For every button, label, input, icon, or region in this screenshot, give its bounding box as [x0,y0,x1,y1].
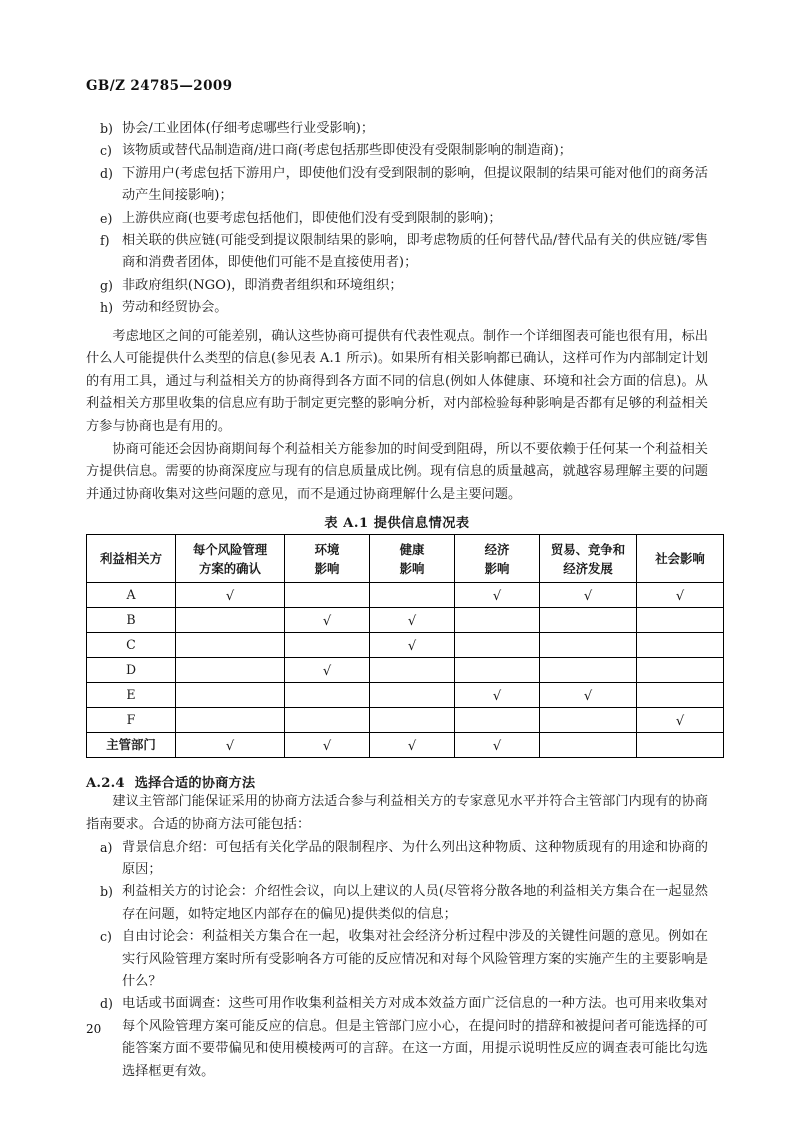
table-cell-checked [176,733,285,758]
list-item [86,208,708,230]
table-column-header [87,535,176,583]
table-row-label: B [87,608,176,633]
table-cell-checked [176,583,285,608]
table-cell-empty [637,658,724,683]
table-cell-empty [637,683,724,708]
table-cell-checked [370,633,455,658]
information-provision-table [86,534,724,758]
table-header-row [87,535,724,583]
list-item-marker: c) [100,143,112,159]
check-mark-icon: √ [675,589,685,605]
table-cell-checked [540,583,637,608]
check-mark-icon: √ [322,614,332,630]
running-head: GB/Z 24785—2009 [86,78,233,94]
list-item-marker: g) [100,277,113,293]
table-column-header-line: 利益相关方 [100,551,162,567]
table-row-label: A [87,583,176,608]
list-item-text: 非政府组织(NGO)，即消费者组织和环境组织； [122,277,403,293]
list-item-text: 自由讨论会：利益相关方集合在一起，收集对社会经济分析过程中涉及的关键性问题的意见。例如在实行风险管理方案时所有受影响各方可能的反应情况和对每个风险管理方案的实施产生的主要影响是什么？ [122,929,708,990]
list-item-text: 该物质或替代品制造商/进口商(考虑包括那些即使没有受限制影响的制造商)； [122,143,572,159]
table-cell-empty [370,708,455,733]
table-cell-empty [637,608,724,633]
table-column-header-line: 健康 [399,541,425,557]
list-item [86,881,708,926]
check-mark-icon: √ [225,739,235,755]
list-item [86,140,708,162]
table-row [87,608,724,633]
table-cell-empty [540,608,637,633]
table-cell-empty [637,733,724,758]
table-cell-empty [540,708,637,733]
table-cell-checked [370,733,455,758]
table-column-header-line: 社会影响 [655,551,705,567]
table-cell-checked [455,683,540,708]
section-heading [86,772,708,791]
check-mark-icon: √ [225,589,235,605]
table-body [87,583,724,758]
paragraph-consultation-coverage: 考虑地区之间的可能差别，确认这些协商可提供有代表性观点。制作一个详细图表可能也很有用，标出什么人可能提供什么类型的信息(参见表 A.1 所示)。如果所有相关影响都已确认，这样可作为内部制定计划的有用工具，通过与利益相关方的协商得到各方面不同的信息(例如人体健康、环境和社会方面的信息)。从利益相关方那里收集的信息应有助于制定更完整的影响分析，对内部检验每种影响是否都有足够的利益相关方参与协商也是有用的。 [86,328,708,435]
table-cell-checked [370,608,455,633]
table-column-header-line: 经济 [484,541,510,557]
table-cell-checked [285,658,370,683]
check-mark-icon: √ [322,664,332,680]
paragraph-consultation-depth: 协商可能还会因协商期间每个利益相关方能参加的时间受到阻碍，所以不要依赖于任何某一个利益相关方提供信息。需要的协商深度应与现有的信息质量成比例。现有信息的质量越高，就越容易理解主要的问题并通过协商收集对这些问题的意见，而不是通过协商理解什么是主要问题。 [86,441,708,502]
table-cell-checked [455,583,540,608]
table-column-header [637,535,724,583]
table-cell-checked [455,733,540,758]
check-mark-icon: √ [492,689,502,705]
table-cell-empty [176,658,285,683]
paragraph-consultation-methods: 建议主管部门能保证采用的协商方法适合参与利益相关方的专家意见水平并符合主管部门内现有的协商指南要求。合适的协商方法可能包括： [86,794,708,832]
table-column-header [176,535,285,583]
table-head [87,535,724,583]
check-mark-icon: √ [583,589,593,605]
list-item-marker: c) [100,929,112,945]
check-mark-icon: √ [407,639,417,655]
list-item [86,163,708,208]
table-row [87,733,724,758]
table-row-label: E [87,683,176,708]
check-mark-icon: √ [675,714,685,730]
table-cell-empty [455,608,540,633]
table-row [87,633,724,658]
table-cell-checked [540,683,637,708]
list-item-marker: b) [100,121,113,136]
table-cell-empty [455,633,540,658]
list-item-text: 下游用户(考虑包括下游用户，即使他们没有受到限制的影响，但提议限制的结果可能对他们的商务活动产生间接影响)； [122,165,708,204]
table-cell-empty [176,708,285,733]
list-item-text: 利益相关方的讨论会：介绍性会议，向以上建议的人员(尽管将分散各地的利益相关方集合在一起显然存在问题，如特定地区内部存在的偏见)提供类似的信息； [122,884,708,922]
table-column-header [455,535,540,583]
table-row-label: D [87,658,176,683]
table-row [87,658,724,683]
table-column-header-line: 环境 [314,541,340,557]
table-caption: 表 A.1 提供信息情况表 [324,516,470,532]
list-item-marker: a) [100,839,113,855]
table-cell-checked [285,608,370,633]
table-cell-empty [540,633,637,658]
check-mark-icon: √ [583,689,593,705]
list-item-marker: e) [100,210,113,226]
table-row-label: F [87,708,176,733]
list-item-marker: d) [100,165,113,181]
table-cell-empty [285,633,370,658]
table-cell-checked [637,583,724,608]
check-mark-icon: √ [322,739,332,755]
table-cell-empty [176,633,285,658]
list-item-text: 电话或书面调查：这些可用作收集利益相关方对成本效益方面广泛信息的一种方法。也可用来收集对每个风险管理方案可能反应的信息。但是主管部门应小心，在提问时的措辞和被提问者可能选择的可能答案方面不要带偏见和使用模棱两可的言辞。在这一方面，用提示说明性反应的调查表可能比勾选选择框更有效。 [122,996,708,1079]
list-item-text: 协会/工业团体(仔细考虑哪些行业受影响)； [122,121,375,136]
list-item-marker: b) [100,884,113,900]
stakeholder-list [86,118,708,320]
table-column-header [285,535,370,583]
list-item-text: 背景信息介绍：可包括有关化学品的限制程序、为什么列出这种物质、这种物质现有的用途和协商的原因； [122,839,708,877]
list-item [86,275,708,297]
check-mark-icon: √ [407,739,417,755]
list-item-text: 相关联的供应链(可能受到提议限制结果的影响，即考虑物质的任何替代品/替代品有关的供应链/零售商和消费者团体，即使他们可能不是直接使用者)； [122,233,708,271]
check-mark-icon: √ [492,589,502,605]
check-mark-icon: √ [407,614,417,630]
table-row [87,708,724,733]
table-cell-empty [637,633,724,658]
table-row-label: C [87,633,176,658]
list-item [86,926,708,993]
table-row [87,683,724,708]
table-cell-empty [455,658,540,683]
table-column-header-line: 影响 [314,560,340,576]
page-number: 20 [86,1022,102,1036]
table-column-header-line: 每个风险管理 [192,541,268,557]
table-cell-empty [370,583,455,608]
table-column-header-line: 方案的确认 [199,560,261,576]
table-column-header-line: 贸易、竞争和 [550,541,626,557]
table-row-label: 主管部门 [87,733,176,758]
list-item-text: 劳动和经贸协会。 [122,300,228,316]
table-column-header [540,535,637,583]
table-cell-empty [285,583,370,608]
table-cell-empty [370,683,455,708]
table-column-header-line: 影响 [484,560,510,576]
section-title: 选择合适的协商方法 [134,776,256,792]
table-column-header [370,535,455,583]
table-cell-empty [285,683,370,708]
table-cell-empty [176,608,285,633]
table-cell-empty [285,708,370,733]
table-row [87,583,724,608]
table-cell-empty [176,683,285,708]
page-content [86,118,708,1083]
table-cell-empty [540,733,637,758]
list-item [86,297,708,319]
list-item-marker: d) [100,996,113,1012]
list-item [86,230,708,275]
table-column-header-line: 影响 [399,560,425,576]
list-item [86,993,708,1083]
list-item [86,118,708,140]
table-cell-empty [540,658,637,683]
consultation-methods-list [86,837,708,1083]
list-item-marker: h) [100,300,114,316]
check-mark-icon: √ [492,739,502,755]
list-item-text: 上游供应商(也要考虑包括他们，即使他们没有受到限制的影响)； [122,210,502,226]
section-number: A.2.4 [86,776,125,792]
table-cell-checked [285,733,370,758]
list-item [86,837,708,882]
table-cell-empty [370,658,455,683]
table-column-header-line: 经济发展 [563,560,613,576]
table-cell-checked [637,708,724,733]
list-item-marker: f) [100,233,110,249]
table-cell-empty [455,708,540,733]
